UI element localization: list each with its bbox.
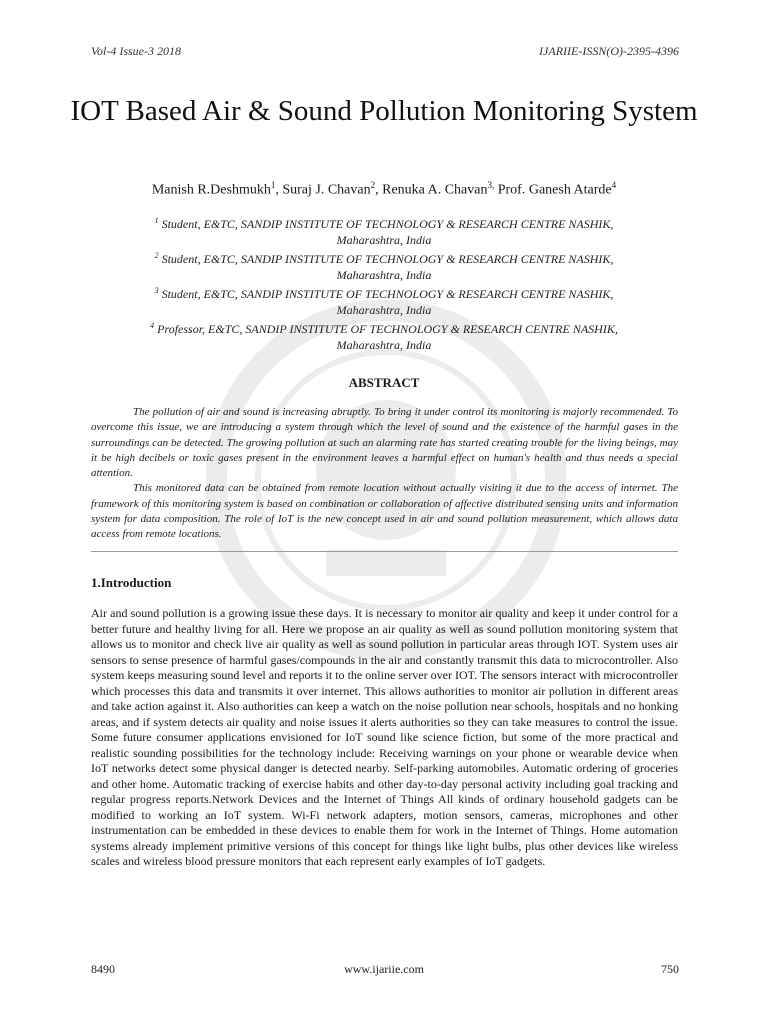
author-name: Renuka A. Chavan — [382, 182, 488, 198]
affiliation-location: Maharashtra, India — [336, 302, 432, 317]
author-affiliation-mark: 4 — [611, 180, 617, 190]
author-list — [60, 176, 708, 200]
paper-title: IOT Based Air & Sound Pollution Monitoring System — [70, 95, 698, 127]
author-separator: , — [275, 182, 283, 198]
footer-website: www.ijariie.com — [344, 962, 424, 976]
affiliation-line: Professor, E&TC, SANDIP INSTITUTE OF TECHNOLOGY & RESEARCH CENTRE NASHIK, — [157, 322, 618, 336]
author-name: Suraj J. Chavan — [282, 182, 371, 198]
abstract-heading: ABSTRACT — [348, 375, 420, 390]
author-name: Prof. Ganesh Atarde — [497, 182, 612, 198]
abstract-paragraph: The pollution of air and sound is increasing abruptly. To bring it under control its monitoring is majorly recommended. To overcome this issue, we are introducing a system through which the level of sound and the existence of the harmful gases in the surroundings can be detected. The growing pollution at such an alarming rate has started creating trouble for the living beings, may it be high decibels or toxic gases present in the environment leaves a harmful effect on human's health and thus needs a special attention. — [91, 406, 678, 480]
author-name: Manish R.Deshmukh — [151, 182, 271, 198]
affiliation-list — [60, 213, 708, 353]
section-divider — [91, 551, 678, 552]
affiliation-number: 3 — [154, 286, 159, 295]
abstract-body — [91, 405, 678, 543]
affiliation-line: Student, E&TC, SANDIP INSTITUTE OF TECHNOLOGY & RESEARCH CENTRE NASHIK, — [161, 287, 614, 301]
journal-issn: IJARIIE-ISSN(O)-2395-4396 — [539, 44, 679, 58]
affiliation-line: Student, E&TC, SANDIP INSTITUTE OF TECHNOLOGY & RESEARCH CENTRE NASHIK, — [161, 217, 614, 231]
author-separator: , — [375, 182, 383, 198]
introduction-heading: 1.Introduction — [91, 575, 172, 590]
introduction-body: Air and sound pollution is a growing issue these days. It is necessary to monitor air quality and keep it under control for a better future and healthy living for all. Here we propose an air quality as well as sound pollution monitoring system that allows us to monitor and check live air quality as well as sound pollution in particular areas through IOT. System uses air sensors to sense presence of harmful gases/compounds in the air and constantly transmit this data to microcontroller. Also system keeps measuring sound level and reports it to the online server over IOT. The sensors interact with microcontroller which processes this data and transmits it over internet. This allows authorities to monitor air pollution in different areas and take action against it. Also authorities can keep a watch on the noise pollution near schools, hospitals and no honking areas, and if system detects air quality and noise issues it alerts authorities so they can take measures to control the issue. Some future consumer applications envisioned for IoT sound like science fiction, but some of the more practical and realistic sounding possibilities for the technology include: Receiving warnings on your phone or wearable device when IoT networks detect some physical danger is detected nearby. Self-parking automobiles. Automatic ordering of groceries and other home. Automatic tracking of exercise habits and other day-to-day personal activity including goal tracking and regular progress reports.Network Devices and the Internet of Things All kinds of ordinary household gadgets can be modified to working an IoT system. Wi-Fi network adapters, motion sensors, cameras, microphones and other instrumentation can be embedded in these devices to enable them for work in the Internet of Things. Home automation systems already implement primitive versions of this concept for things like light bulbs, plus other devices like wireless scales and wireless blood pressure monitors that each represent early examples of IoT gadgets. — [91, 606, 678, 868]
affiliation-number: 1 — [154, 216, 159, 225]
author-affiliation-mark: 3, — [487, 180, 495, 190]
affiliation-number: 4 — [150, 321, 155, 330]
affiliation — [60, 318, 708, 353]
footer-page-number: 750 — [661, 962, 679, 976]
affiliation-line: Student, E&TC, SANDIP INSTITUTE OF TECHNOLOGY & RESEARCH CENTRE NASHIK, — [161, 252, 614, 266]
journal-volume-issue: Vol-4 Issue-3 2018 — [91, 44, 181, 58]
affiliation — [60, 213, 708, 248]
author-affiliation-mark: 1 — [270, 180, 276, 190]
affiliation-location: Maharashtra, India — [336, 337, 432, 352]
affiliation-number: 2 — [154, 251, 159, 260]
affiliation-location: Maharashtra, India — [336, 232, 432, 247]
abstract-paragraph: This monitored data can be obtained from remote location without actually visiting it due to the access of internet. The framework of this monitoring system is based on combination or collaboration of affective distributed sensing units and information system for data composition. The role of IoT is the new concept used in air and sound pollution measurement, which allows data access from remote locations. — [91, 482, 678, 541]
affiliation — [60, 283, 708, 318]
affiliation-location: Maharashtra, India — [336, 267, 432, 282]
footer-paper-id: 8490 — [91, 962, 115, 976]
author-affiliation-mark: 2 — [370, 180, 376, 190]
affiliation — [60, 248, 708, 283]
